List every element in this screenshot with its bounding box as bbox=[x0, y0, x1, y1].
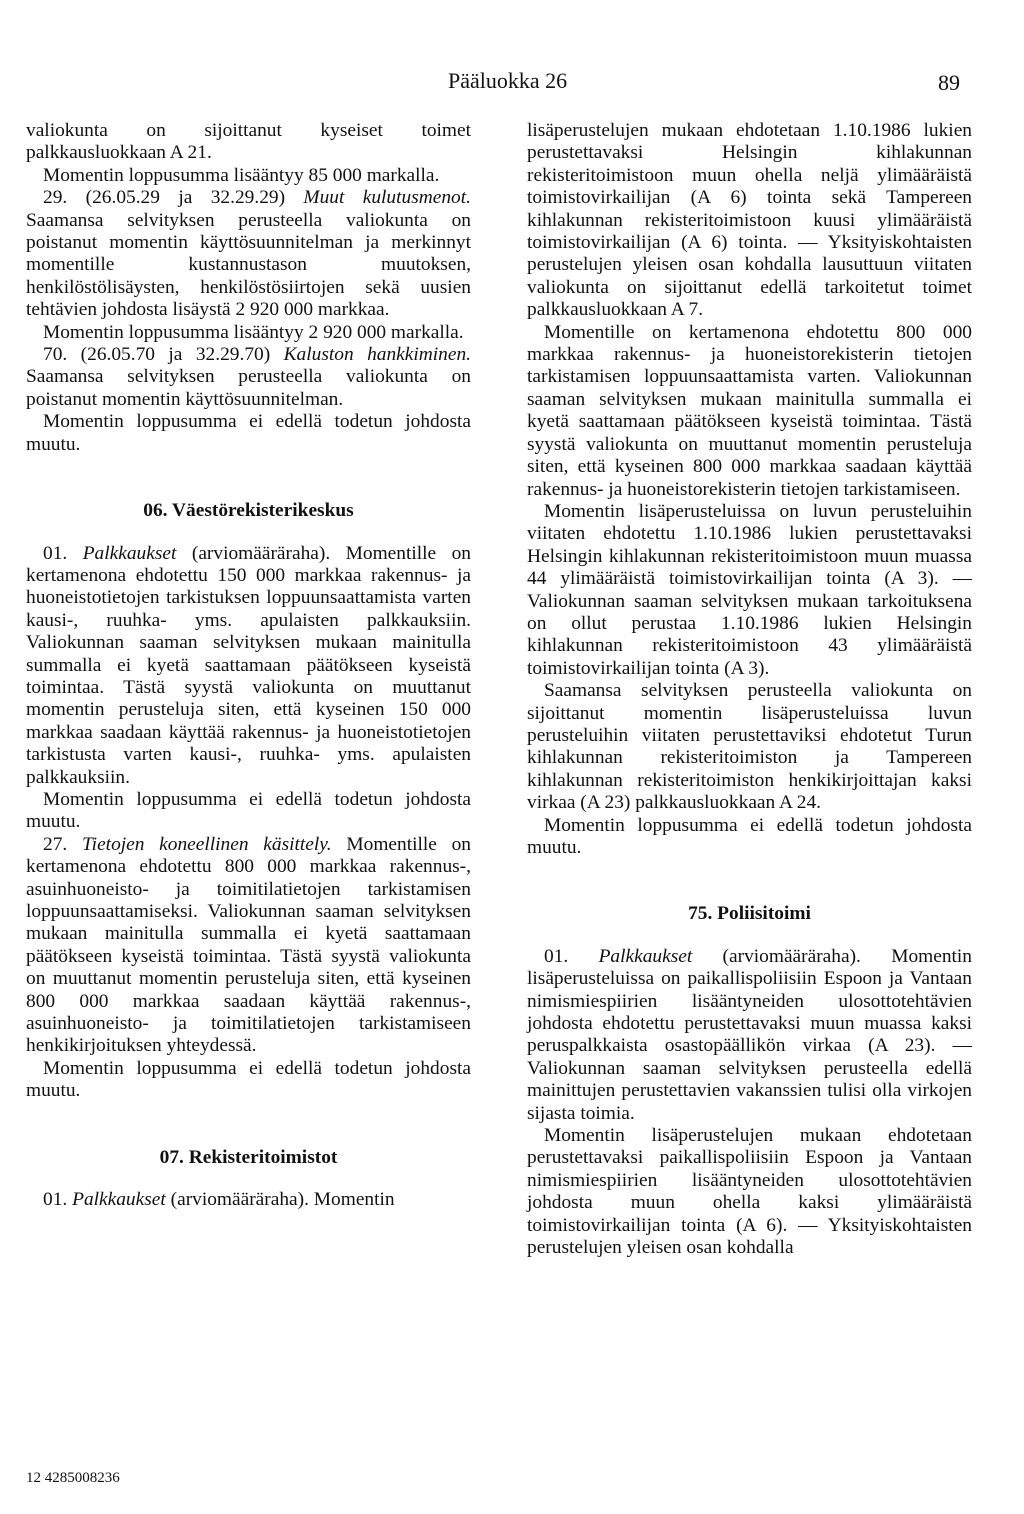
item-number: 01. bbox=[43, 542, 83, 564]
right-column bbox=[527, 120, 972, 1260]
paragraph: Momentin loppusumma ei edellä todetun johdosta muutu. bbox=[26, 1057, 471, 1102]
paragraph bbox=[26, 344, 471, 411]
paragraph: Momentin loppusumma lisääntyy 2 920 000 markalla. bbox=[43, 321, 464, 343]
paragraph: Momentille on kertamenona ehdotettu 800 000 markkaa rakennus- ja huoneistorekisterin tietojen tarkistamisen loppuunsaattamista varten. Valiokunnan saaman selvityksen mukaan mainitulla summalla ei kyetä saattamaan päätökseen kyseistä toimintaa. Tästä syystä valiokunta on muuttanut momentin perusteluja siten, että kyseinen 800 000 markkaa saadaan käyttää rakennus- ja huoneistorekisterin tietojen tarkistamiseen. bbox=[527, 321, 972, 500]
paragraph: Momentin loppusumma ei edellä todetun johdosta muutu. bbox=[26, 411, 471, 455]
item-title: Palkkaukset bbox=[598, 945, 693, 967]
item-title: Kaluston hankkiminen. bbox=[283, 344, 471, 366]
footer-code: 12 4285008236 bbox=[26, 1470, 120, 1486]
item-text: Momentille on kertamenona ehdotettu 800 000 markkaa rakennus-, asuinhuoneisto- ja toimitilatietojen tarkistamisen loppuunsaattamiseksi. Valiokunnan saaman selvityksen mukaan mainitulla summalla ei kyetä saattamaan päätökseen kyseistä toimintaa. Tästä syystä valiokunta on muuttanut momentin perusteluja siten, että kyseinen 800 000 markkaa saadaan käyttää rakennus-, asuinhuoneisto- ja toimitilatietojen tarkistamiseen henkikirjoituksen yhteydessä. bbox=[26, 833, 471, 1057]
item-number: 27. bbox=[43, 833, 82, 855]
paragraph: valiokunta on sijoittanut kyseiset toimet palkkausluokkaan A 21. bbox=[26, 120, 471, 164]
paragraph: Momentin lisäperusteluissa on luvun perusteluihin viitaten ehdotettu 1.10.1986 lukien perustettavaksi Helsingin kihlakunnan rekisteritoimistoon muun muassa 44 ylimääräistä toimistovirkailijan tointa (A 3). — Valiokunnan saaman selvityksen mukaan tarkoituksena on ollut perustaa 1.10.1986 lukien Helsingin kihlakunnan rekisteritoimistoon 43 ylimääräistä toimistovirkailijan tointa (A 3). bbox=[527, 500, 972, 679]
item-title: Tietojen koneellinen käsittely. bbox=[81, 833, 332, 855]
item-title: Palkkaukset bbox=[82, 542, 177, 564]
section-heading: 06. Väestörekisterikeskus bbox=[143, 500, 354, 522]
paragraph bbox=[26, 1189, 471, 1211]
item-text: (arviomääräraha). Momentille on kertamenona ehdotettu 150 000 markkaa rakennus- ja huoneistotietojen tarkistuksen loppuunsaattamista varten kausi-, ruuhka- yms. apulaisten palkkauksiin. Valiokunnan saaman selvityksen mukaan mainitulla summalla ei kyetä saattamaan päätökseen kyseistä toimintaa. Tästä syystä valiokunta on muuttanut momentin perusteluja siten, että kyseinen 150 000 markkaa saadaan käyttää rakennus- ja huoneistotietojen tarkistusta varten kausi-, ruuhka- yms. apulaisten palkkauksiin. bbox=[26, 542, 471, 788]
item-number: 70. (26.05.70 ja 32.29.70) bbox=[43, 344, 284, 366]
paragraph bbox=[26, 543, 471, 789]
paragraph: Momentin loppusumma ei edellä todetun johdosta muutu. bbox=[527, 814, 972, 858]
paragraph: Momentin lisäperustelujen mukaan ehdotetaan perustettavaksi paikallispoliisiin Espoon ja Vantaan nimismiespiirien lisääntyneiden ulosottotehtävien johdosta muun ohella kaksi ylimääräistä toimistovirkailijan tointa (A 6). — Yksityiskohtaisten perustelujen yleisen osan kohdalla bbox=[527, 1125, 972, 1259]
item-title: Palkkaukset bbox=[72, 1189, 166, 1211]
paragraph: Momentin loppusumma lisääntyy 85 000 markalla. bbox=[43, 164, 440, 186]
item-text: (arviomääräraha). Momentin bbox=[165, 1189, 395, 1211]
running-header: Pääluokka 26 bbox=[448, 68, 568, 93]
paragraph: Momentin loppusumma ei edellä todetun johdosta muutu. bbox=[26, 788, 471, 833]
item-number: 01. bbox=[544, 945, 599, 967]
item-number: 29. (26.05.29 ja 32.29.29) bbox=[43, 187, 304, 209]
paragraph: Saamansa selvityksen perusteella valiokunta on sijoittanut momentin lisäperusteluissa luvun perusteluihin viitaten perustettaviksi ehdotetut Turun kihlakunnan rekisteritoimiston ja Tampereen kihlakunnan rekisteritoimiston henkikirjoittajan kaksi virkaa (A 23) palkkausluokkaan A 24. bbox=[527, 680, 972, 814]
section-heading: 07. Rekisteritoimistot bbox=[159, 1146, 338, 1168]
item-text: Saamansa selvityksen perusteella valiokunta on poistanut momentin käyttösuunnitelman. bbox=[26, 366, 471, 410]
section-heading: 75. Poliisitoimi bbox=[688, 903, 811, 925]
paragraph bbox=[527, 946, 972, 1125]
item-text: Saamansa selvityksen perusteella valiokunta on poistanut momentin käyttösuunnitelman ja merkinnyt momentille kustannustason muutoksen, henkilöstölisäysten, henkilöstösiirtojen sekä uusien tehtävien johdosta lisäystä 2 920 000 markkaa. bbox=[26, 209, 471, 321]
item-number: 01. bbox=[43, 1189, 73, 1211]
item-text: (arviomääräraha). Momentin lisäperusteluissa on paikallispoliisiin Espoon ja Vantaan nimismiespiirien lisääntyneiden ulosottotehtävien johdosta ehdotettu perustettavaksi muun muassa kaksi peruspalkkaista osastopäällikön virkaa (A 23). — Valiokunnan saaman selvityksen perusteella edellä mainittujen perustettavien vakanssien tulisi olla virkojen sijasta toimia. bbox=[527, 945, 972, 1124]
item-title: Muut kulutusmenot. bbox=[303, 187, 471, 209]
paragraph: lisäperustelujen mukaan ehdotetaan 1.10.1986 lukien perustettavaksi Helsingin kihlakunnan rekisteritoimistoon muun ohella neljä ylimääräistä toimistovirkailijan (A 6) tointa sekä Tampereen kihlakunnan rekisteritoimistoon kuusi ylimääräistä toimistovirkailijan (A 6) tointa. — Yksityiskohtaisten perustelujen yleisen osan kohdalla lausuttuun viitaten valiokunta on sijoittanut edellä tarkoitetut toimet palkkausluokkaan A 7. bbox=[527, 120, 972, 321]
paragraph bbox=[26, 834, 471, 1058]
left-column bbox=[26, 120, 471, 1211]
page-number: 89 bbox=[938, 70, 960, 95]
paragraph bbox=[26, 187, 471, 321]
